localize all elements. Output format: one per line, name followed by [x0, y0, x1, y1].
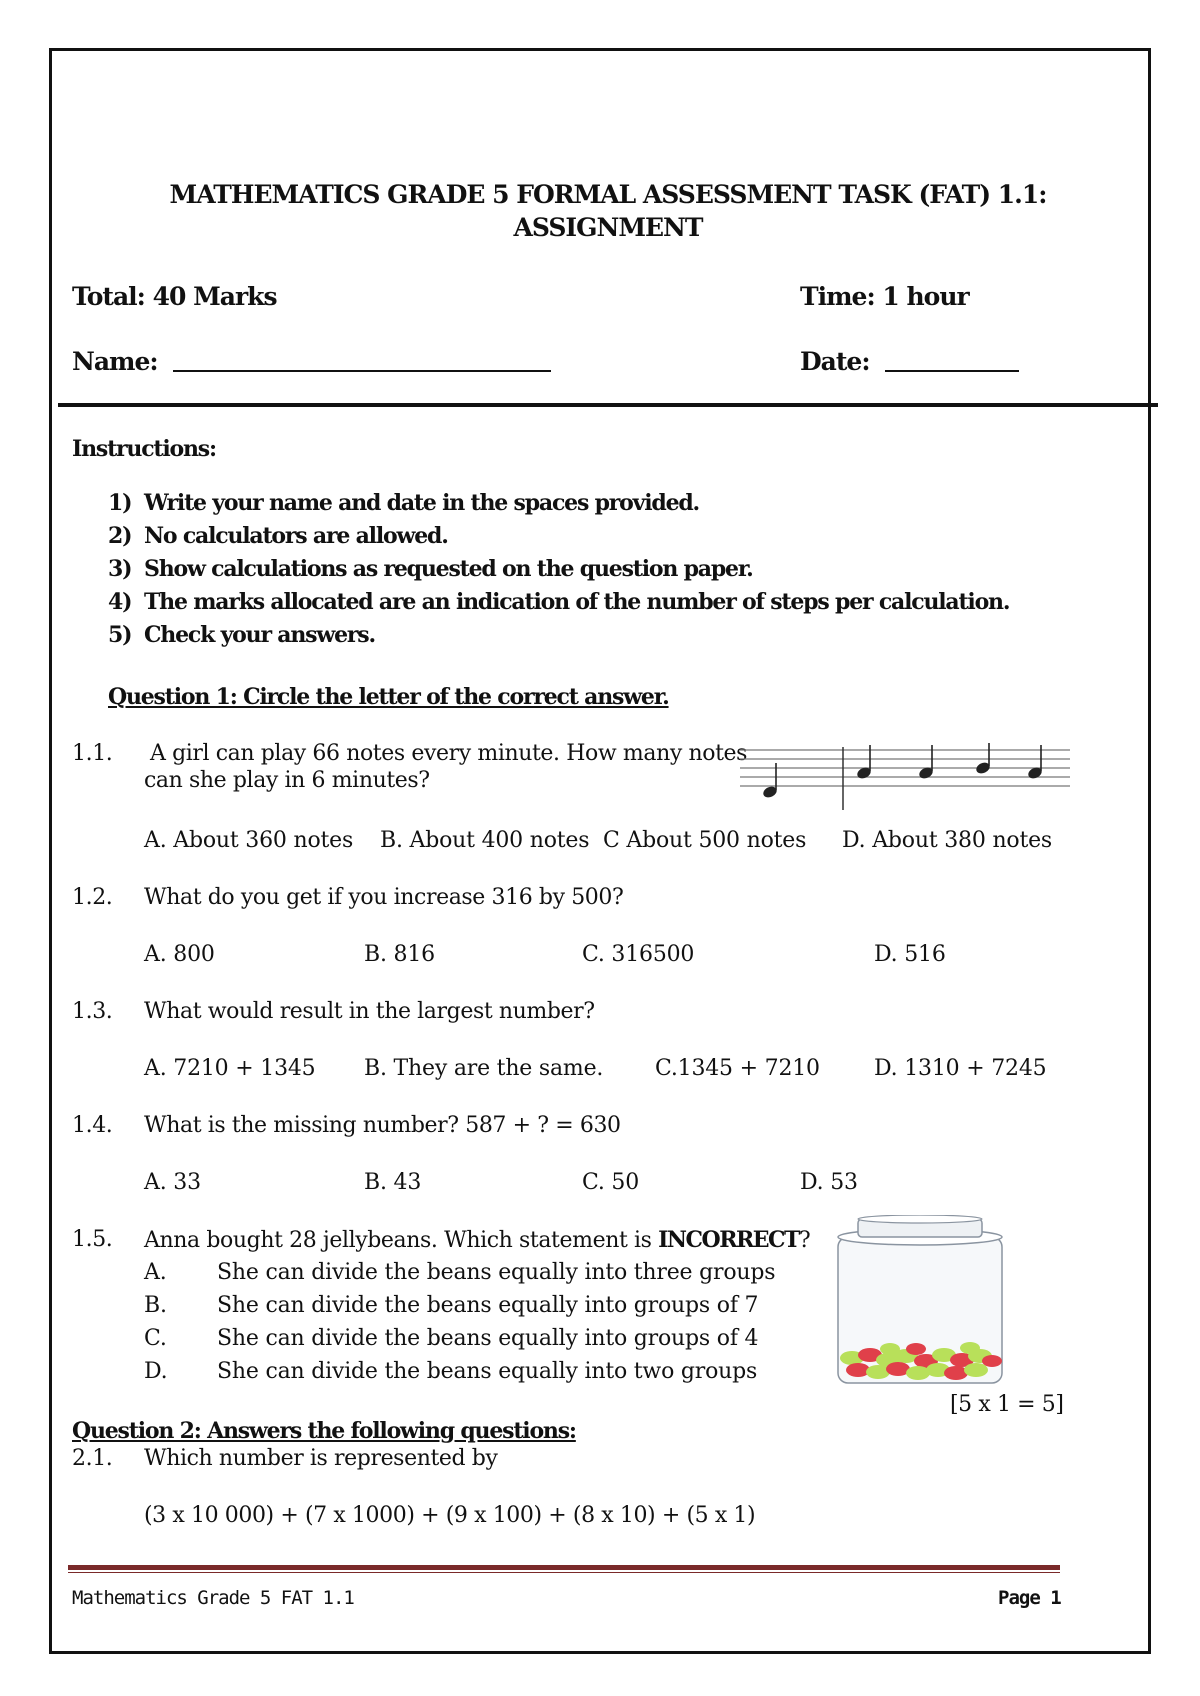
question2-heading: Question 2: Answers the following questions: [72, 1418, 576, 1444]
time-allowed: Time: 1 hour [800, 282, 969, 311]
answer-option-b-letter[interactable]: B. [144, 1293, 167, 1318]
name-label: Name: [72, 347, 158, 376]
total-marks: Total: 40 Marks [72, 282, 277, 311]
instruction-number: 4) [108, 589, 132, 615]
document-title-line2: ASSIGNMENT [513, 213, 703, 242]
answer-option-b[interactable]: B. About 400 notes [380, 828, 590, 853]
question-text: What do you get if you increase 316 by 500? [144, 885, 624, 910]
answer-option-d[interactable]: D. 1310 + 7245 [874, 1056, 1047, 1081]
answer-option-a[interactable]: A. 800 [144, 942, 215, 967]
answer-option-d[interactable]: D. About 380 notes [842, 828, 1053, 853]
answer-option-d-text[interactable]: She can divide the beans equally into two groups [217, 1359, 758, 1384]
instruction-number: 2) [108, 523, 132, 549]
instructions-heading: Instructions: [72, 436, 216, 462]
question-number: 1.2. [72, 885, 113, 910]
answer-option-c-text[interactable]: She can divide the beans equally into groups of 4 [217, 1326, 759, 1351]
document-title-line1: MATHEMATICS GRADE 5 FORMAL ASSESSMENT TASK (FAT) 1.1: [169, 180, 1047, 209]
answer-option-d[interactable]: D. 53 [800, 1170, 858, 1195]
date-field[interactable] [800, 347, 1019, 376]
instruction-text: Show calculations as requested on the question paper. [144, 556, 753, 582]
answer-option-c[interactable]: C.1345 + 7210 [655, 1056, 820, 1081]
instruction-text: The marks allocated are an indication of the number of steps per calculation. [144, 589, 1010, 615]
instruction-number: 5) [108, 622, 132, 648]
answer-option-b-text[interactable]: She can divide the beans equally into groups of 7 [217, 1293, 759, 1318]
music-staff-illustration [740, 743, 1070, 815]
answer-option-a-text[interactable]: She can divide the beans equally into three groups [217, 1260, 776, 1285]
answer-option-c-letter[interactable]: C. [144, 1326, 167, 1351]
date-label: Date: [800, 347, 870, 376]
question-text: What would result in the largest number? [144, 999, 595, 1024]
answer-option-c[interactable]: C About 500 notes [603, 828, 807, 853]
question-text: A girl can play 66 notes every minute. How many notes [150, 741, 748, 766]
question-text: Anna bought 28 jellybeans. Which statement is INCORRECT? [144, 1227, 811, 1253]
instruction-text: No calculators are allowed. [144, 523, 448, 549]
answer-option-d-letter[interactable]: D. [144, 1359, 168, 1384]
answer-option-a-letter[interactable]: A. [144, 1260, 167, 1285]
date-blank[interactable] [885, 348, 1019, 372]
instruction-number: 1) [108, 490, 132, 516]
answer-option-b[interactable]: B. 816 [364, 942, 435, 967]
footer-rule [68, 1565, 1060, 1570]
math-expression: (3 x 10 000) + (7 x 1000) + (9 x 100) + (8 x 10) + (5 x 1) [144, 1503, 756, 1528]
question-number: 1.4. [72, 1113, 113, 1138]
question-number: 2.1. [72, 1446, 113, 1471]
answer-option-b[interactable]: B. 43 [364, 1170, 422, 1195]
question-number: 1.5. [72, 1227, 113, 1252]
question-number: 1.1. [72, 741, 113, 766]
name-blank[interactable] [173, 348, 551, 372]
instruction-number: 3) [108, 556, 132, 582]
jellybean-jar-illustration [830, 1215, 1010, 1387]
question1-marks: [5 x 1 = 5] [950, 1392, 1064, 1417]
answer-option-b[interactable]: B. They are the same. [364, 1056, 604, 1081]
header-divider [58, 403, 1158, 407]
name-field[interactable] [72, 347, 551, 376]
instruction-text: Write your name and date in the spaces provided. [144, 490, 700, 516]
answer-option-d[interactable]: D. 516 [874, 942, 946, 967]
answer-option-a[interactable]: A. 7210 + 1345 [144, 1056, 316, 1081]
answer-option-c[interactable]: C. 50 [582, 1170, 640, 1195]
question1-heading: Question 1: Circle the letter of the correct answer. [108, 684, 669, 710]
question-number: 1.3. [72, 999, 113, 1024]
instruction-text: Check your answers. [144, 622, 375, 648]
answer-option-a[interactable]: A. 33 [144, 1170, 201, 1195]
answer-option-c[interactable]: C. 316500 [582, 942, 695, 967]
question-text: can she play in 6 minutes? [144, 768, 430, 793]
incorrect-emphasis: INCORRECT [658, 1227, 799, 1253]
footer-rule-thin [68, 1572, 1060, 1573]
answer-option-a[interactable]: A. About 360 notes [144, 828, 354, 853]
page-number: Page 1 [998, 1587, 1061, 1609]
footer-title: Mathematics Grade 5 FAT 1.1 [72, 1587, 354, 1609]
question-text: Which number is represented by [144, 1446, 498, 1471]
question-text: What is the missing number? 587 + ? = 630 [144, 1113, 621, 1138]
